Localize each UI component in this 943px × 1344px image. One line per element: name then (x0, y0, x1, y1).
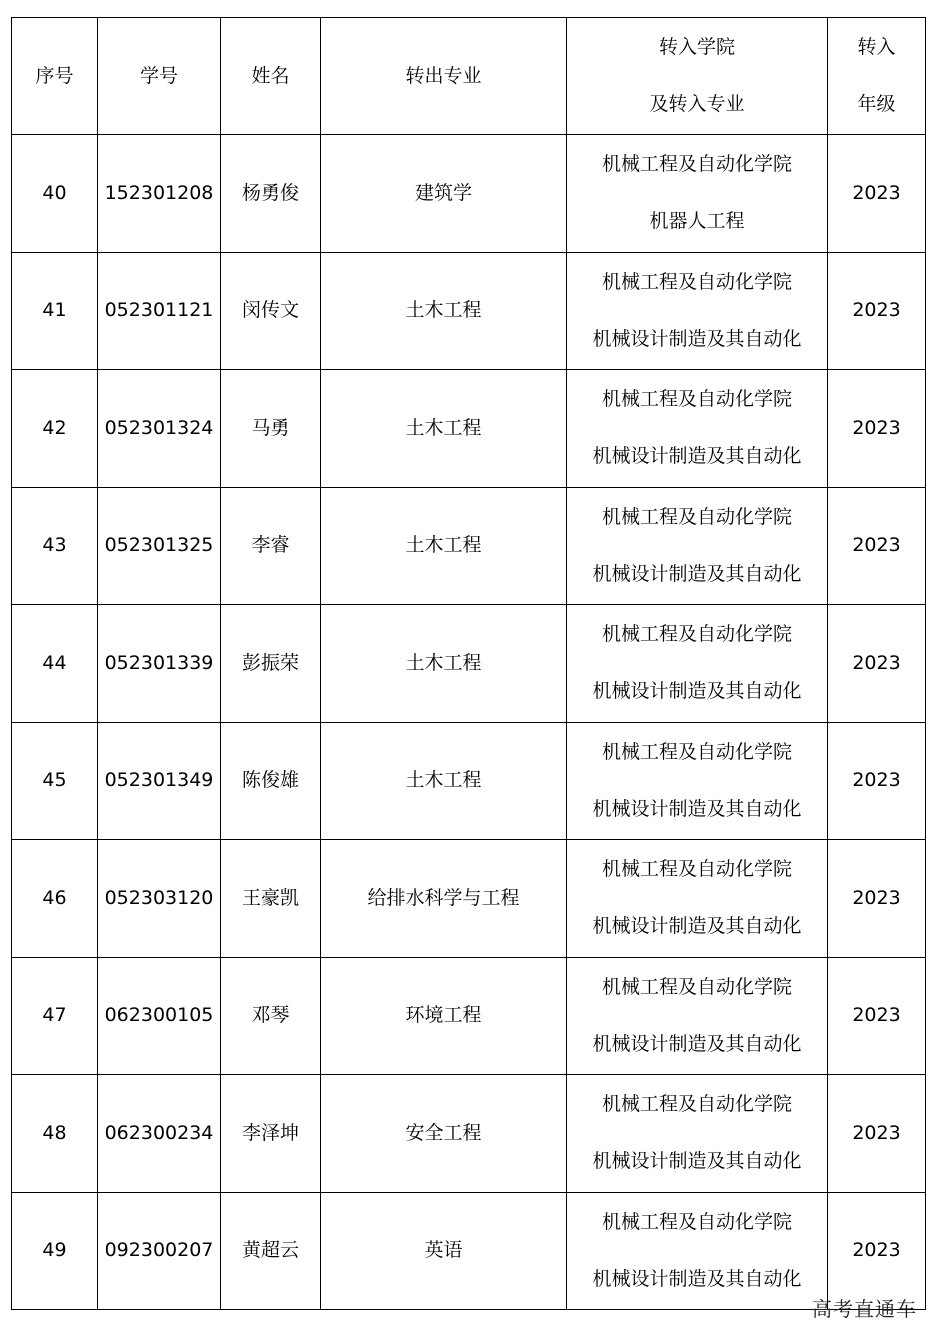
header-to-college-line1: 转入学院 (658, 36, 735, 58)
cell-to-major: 机械设计制造及其自动化 (592, 915, 802, 938)
header-name: 姓名 (221, 18, 321, 135)
cell-destination (567, 252, 828, 370)
cell-student-id: 052301339 (98, 605, 221, 723)
cell-to-college: 机械工程及自动化学院 (601, 740, 792, 763)
transfer-roster-table (11, 17, 926, 1310)
cell-seq: 42 (12, 370, 98, 488)
cell-to-college: 机械工程及自动化学院 (601, 388, 792, 411)
cell-from-major: 建筑学 (321, 135, 567, 253)
table-row (12, 135, 926, 253)
table-row (12, 957, 926, 1075)
table-row (12, 840, 926, 958)
table-body (12, 18, 926, 1310)
cell-destination (567, 957, 828, 1075)
cell-to-college: 机械工程及自动化学院 (601, 1210, 792, 1233)
table-row (12, 722, 926, 840)
cell-name: 马勇 (221, 370, 321, 488)
cell-destination (567, 1075, 828, 1193)
table-row (12, 487, 926, 605)
cell-name: 黄超云 (221, 1192, 321, 1310)
cell-seq: 46 (12, 840, 98, 958)
header-from-major: 转出专业 (321, 18, 567, 135)
header-student-id: 学号 (98, 18, 221, 135)
watermark-text: 高考直通车 (812, 1297, 917, 1321)
cell-to-major: 机械设计制造及其自动化 (592, 327, 802, 350)
cell-to-college: 机械工程及自动化学院 (601, 1093, 792, 1116)
cell-grade: 2023 (828, 1075, 926, 1193)
cell-to-college: 机械工程及自动化学院 (601, 153, 792, 176)
table-row (12, 1075, 926, 1193)
cell-student-id: 062300234 (98, 1075, 221, 1193)
cell-seq: 40 (12, 135, 98, 253)
header-seq: 序号 (12, 18, 98, 135)
cell-destination (567, 605, 828, 723)
cell-grade: 2023 (828, 1192, 926, 1310)
cell-student-id: 152301208 (98, 135, 221, 253)
cell-to-major: 机械设计制造及其自动化 (592, 445, 802, 468)
cell-student-id: 052301349 (98, 722, 221, 840)
table-row (12, 1192, 926, 1310)
cell-name: 陈俊雄 (221, 722, 321, 840)
header-grade-line2: 年级 (857, 93, 896, 115)
table-row (12, 605, 926, 723)
cell-destination (567, 722, 828, 840)
cell-name: 杨勇俊 (221, 135, 321, 253)
cell-from-major: 土木工程 (321, 605, 567, 723)
cell-name: 邓琴 (221, 957, 321, 1075)
cell-grade: 2023 (828, 957, 926, 1075)
cell-to-major: 机器人工程 (649, 210, 745, 233)
cell-grade: 2023 (828, 370, 926, 488)
header-grade-line1: 转入 (857, 36, 896, 58)
cell-seq: 44 (12, 605, 98, 723)
cell-seq: 48 (12, 1075, 98, 1193)
cell-name: 李泽坤 (221, 1075, 321, 1193)
cell-to-college: 机械工程及自动化学院 (601, 975, 792, 998)
cell-student-id: 052301121 (98, 252, 221, 370)
cell-from-major: 环境工程 (321, 957, 567, 1075)
cell-grade: 2023 (828, 252, 926, 370)
cell-from-major: 土木工程 (321, 487, 567, 605)
header-to-college-line2: 及转入专业 (649, 93, 745, 115)
cell-to-major: 机械设计制造及其自动化 (592, 1150, 802, 1173)
cell-destination (567, 370, 828, 488)
cell-to-college: 机械工程及自动化学院 (601, 858, 792, 881)
cell-seq: 41 (12, 252, 98, 370)
cell-seq: 49 (12, 1192, 98, 1310)
cell-from-major: 土木工程 (321, 722, 567, 840)
cell-from-major: 安全工程 (321, 1075, 567, 1193)
cell-name: 李睿 (221, 487, 321, 605)
header-grade (828, 18, 926, 135)
cell-to-college: 机械工程及自动化学院 (601, 505, 792, 528)
cell-destination (567, 135, 828, 253)
cell-to-major: 机械设计制造及其自动化 (592, 797, 802, 820)
cell-name: 闵传文 (221, 252, 321, 370)
cell-destination (567, 487, 828, 605)
cell-to-college: 机械工程及自动化学院 (601, 623, 792, 646)
cell-student-id: 092300207 (98, 1192, 221, 1310)
cell-grade: 2023 (828, 605, 926, 723)
cell-student-id: 052301324 (98, 370, 221, 488)
cell-student-id: 052301325 (98, 487, 221, 605)
cell-to-college: 机械工程及自动化学院 (601, 270, 792, 293)
header-row (12, 18, 926, 135)
cell-student-id: 062300105 (98, 957, 221, 1075)
cell-name: 王豪凯 (221, 840, 321, 958)
cell-grade: 2023 (828, 722, 926, 840)
cell-student-id: 052303120 (98, 840, 221, 958)
cell-destination (567, 1192, 828, 1310)
table-row (12, 370, 926, 488)
cell-seq: 47 (12, 957, 98, 1075)
cell-to-major: 机械设计制造及其自动化 (592, 562, 802, 585)
cell-grade: 2023 (828, 840, 926, 958)
cell-from-major: 土木工程 (321, 370, 567, 488)
cell-grade: 2023 (828, 135, 926, 253)
cell-destination (567, 840, 828, 958)
cell-from-major: 给排水科学与工程 (321, 840, 567, 958)
cell-grade: 2023 (828, 487, 926, 605)
cell-seq: 45 (12, 722, 98, 840)
cell-from-major: 土木工程 (321, 252, 567, 370)
cell-to-major: 机械设计制造及其自动化 (592, 680, 802, 703)
cell-name: 彭振荣 (221, 605, 321, 723)
cell-from-major: 英语 (321, 1192, 567, 1310)
cell-seq: 43 (12, 487, 98, 605)
header-to-college (567, 18, 828, 135)
cell-to-major: 机械设计制造及其自动化 (592, 1032, 802, 1055)
cell-to-major: 机械设计制造及其自动化 (592, 1267, 802, 1290)
table-row (12, 252, 926, 370)
